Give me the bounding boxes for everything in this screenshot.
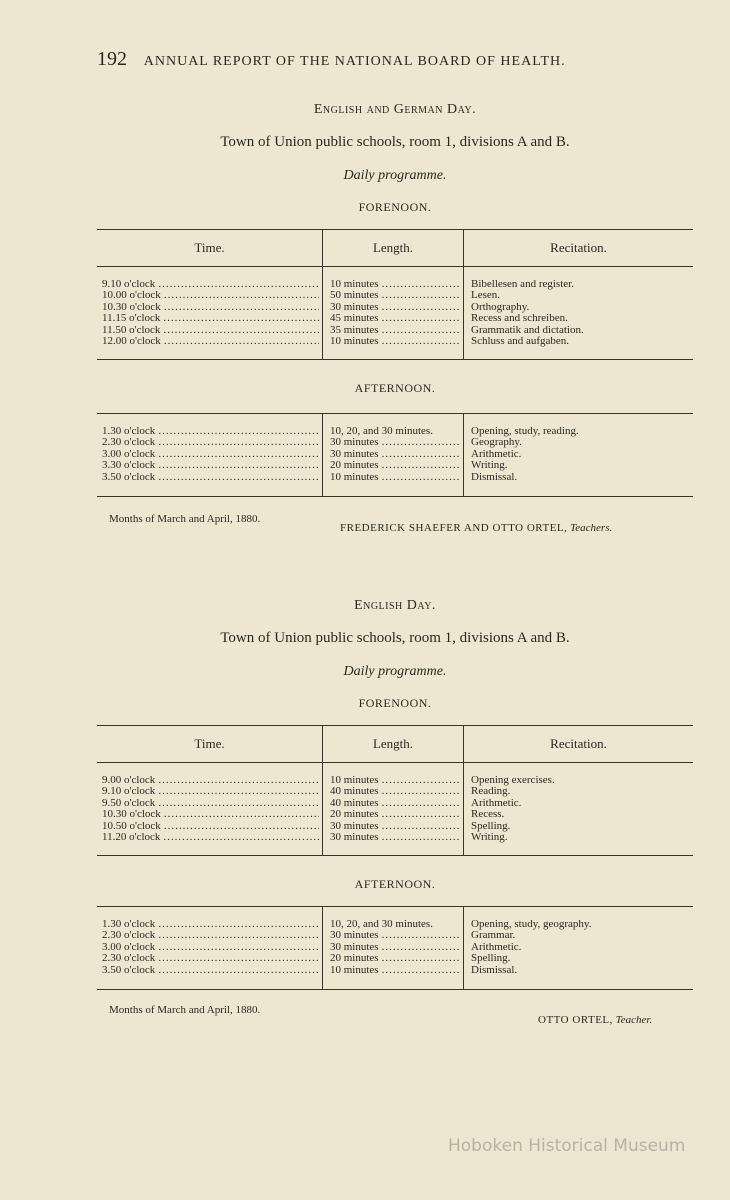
- table-cell: 10 minutes .....: [330, 279, 463, 290]
- table-cell: Spelling.: [471, 953, 511, 965]
- table-cell: Dismissal.: [471, 964, 518, 976]
- table-cell: Dismissal.: [471, 471, 518, 483]
- section2-afternoon-label: AFTERNOON.: [354, 877, 436, 891]
- time-column: [97, 763, 323, 855]
- table-cell: 30 minutes .....: [330, 942, 463, 953]
- table-row: 9.10 o'clock .....: [102, 786, 322, 797]
- section2-afternoon-table: [97, 906, 693, 990]
- length-column: [323, 907, 464, 989]
- table-cell: 20 minutes .....: [330, 460, 463, 471]
- section1-title: English and German Day.: [313, 102, 477, 117]
- table-row: 11.20 o'clock .....: [102, 832, 322, 843]
- table-row: 3.50 o'clock .....: [102, 472, 322, 483]
- teacher-names: FREDERICK SHAEFER AND OTTO ORTEL,: [340, 522, 568, 534]
- table-cell: Reading.: [471, 786, 511, 798]
- column-header-recitation: Recitation.: [550, 240, 607, 255]
- table-cell: Opening, study, reading.: [471, 426, 579, 437]
- column-header-length: Length.: [323, 230, 464, 266]
- table-row: 11.15 o'clock .....: [102, 313, 322, 324]
- table-cell: 35 minutes .....: [330, 325, 463, 336]
- table-row: 3.00 o'clock .....: [102, 942, 322, 953]
- table-cell: 30 minutes .....: [330, 821, 463, 832]
- section1-afternoon-label: AFTERNOON.: [354, 381, 436, 395]
- museum-watermark: Hoboken Historical Museum: [448, 1136, 686, 1156]
- table-cell: 30 minutes .....: [330, 302, 463, 313]
- table-row: 3.00 o'clock .....: [102, 449, 322, 460]
- table-cell: Geography.: [471, 437, 522, 449]
- table-cell: 20 minutes .....: [330, 809, 463, 820]
- table-cell: 10 minutes .....: [330, 336, 463, 347]
- table-row: 10.00 o'clock .....: [102, 290, 322, 301]
- table-cell: Orthography.: [471, 301, 530, 313]
- table-row: 11.50 o'clock .....: [102, 325, 322, 336]
- teacher-role: Teachers.: [570, 522, 613, 534]
- table-cell: 10 minutes .....: [330, 472, 463, 483]
- table-cell: Opening exercises.: [471, 775, 555, 786]
- column-header-time: Time.: [97, 726, 323, 762]
- section2-forenoon-table: [97, 725, 693, 856]
- table-cell: Arithmetic.: [471, 797, 522, 809]
- time-column: [97, 414, 323, 496]
- table-cell: Recess.: [471, 809, 505, 821]
- table-cell: Arithmetic.: [471, 941, 522, 953]
- table-cell: 40 minutes .....: [330, 786, 463, 797]
- table-cell: 30 minutes .....: [330, 930, 463, 941]
- recitation-column: [464, 414, 693, 496]
- table-cell: Writing.: [471, 832, 508, 844]
- running-title: ANNUAL REPORT OF THE NATIONAL BOARD OF HEALTH.: [143, 54, 566, 69]
- section1-forenoon-table: [97, 229, 693, 360]
- table-row: 10.30 o'clock .....: [102, 809, 322, 820]
- time-column: [97, 907, 323, 989]
- table-row: 3.50 o'clock .....: [102, 965, 322, 976]
- table-cell: Writing.: [471, 460, 508, 472]
- table-row: 9.00 o'clock .....: [102, 775, 322, 786]
- section1-months-note: Months of March and April, 1880.: [109, 513, 261, 525]
- table-row: 12.00 o'clock .....: [102, 336, 322, 347]
- table-cell: 30 minutes .....: [330, 437, 463, 448]
- column-header-length: Length.: [323, 726, 464, 762]
- length-column: [323, 763, 464, 855]
- page-number: 192: [97, 48, 127, 70]
- section2-months-note: Months of March and April, 1880.: [109, 1004, 261, 1016]
- table-header: [97, 726, 693, 763]
- table-cell: 20 minutes .....: [330, 953, 463, 964]
- table-body: [97, 267, 693, 359]
- table-cell: 10, 20, and 30 minutes.: [330, 919, 433, 930]
- recitation-column: [464, 267, 693, 359]
- table-cell: Opening, study, geography.: [471, 919, 592, 930]
- table-row: 1.30 o'clock .....: [102, 919, 322, 930]
- length-column: [323, 267, 464, 359]
- table-cell: 10 minutes .....: [330, 965, 463, 976]
- table-row: 2.30 o'clock .....: [102, 437, 322, 448]
- column-header-time: Time.: [97, 230, 323, 266]
- recitation-column: [464, 907, 693, 989]
- table-cell: Arithmetic.: [471, 448, 522, 460]
- running-head: [97, 48, 657, 71]
- section2-title: English Day.: [354, 598, 436, 613]
- table-row: 10.50 o'clock .....: [102, 821, 322, 832]
- section2-subtitle: Town of Union public schools, room 1, divisions A and B.: [220, 630, 570, 646]
- section2-teacher: [538, 1014, 652, 1026]
- table-cell: 50 minutes .....: [330, 290, 463, 301]
- table-cell: Recess and schreiben.: [471, 313, 568, 325]
- section1-subtitle: Town of Union public schools, room 1, divisions A and B.: [220, 134, 570, 150]
- time-column: [97, 267, 323, 359]
- table-cell: Lesen.: [471, 290, 501, 302]
- length-column: [323, 414, 464, 496]
- recitation-column: [464, 763, 693, 855]
- section2-forenoon-label: FORENOON.: [358, 696, 432, 710]
- table-body: [97, 763, 693, 855]
- section1-programme: Daily programme.: [343, 168, 447, 183]
- table-cell: Schluss and aufgaben.: [471, 336, 570, 348]
- table-row: 9.10 o'clock .....: [102, 279, 322, 290]
- table-cell: Grammar.: [471, 930, 516, 942]
- column-header-recitation: Recitation.: [550, 736, 607, 751]
- table-cell: Spelling.: [471, 820, 511, 832]
- table-cell: Bibellesen and register.: [471, 279, 574, 290]
- teacher-role: Teacher.: [615, 1014, 653, 1026]
- table-cell: 45 minutes .....: [330, 313, 463, 324]
- table-header: [97, 230, 693, 267]
- table-cell: 30 minutes .....: [330, 832, 463, 843]
- section1-afternoon-table: [97, 413, 693, 497]
- table-row: 10.30 o'clock .....: [102, 302, 322, 313]
- table-body: [97, 414, 693, 496]
- table-cell: Grammatik and dictation.: [471, 324, 584, 336]
- table-row: 9.50 o'clock .....: [102, 798, 322, 809]
- section1-forenoon-label: FORENOON.: [358, 200, 432, 214]
- table-cell: 40 minutes .....: [330, 798, 463, 809]
- teacher-names: OTTO ORTEL,: [538, 1014, 613, 1026]
- table-cell: 30 minutes .....: [330, 449, 463, 460]
- table-row: 2.30 o'clock .....: [102, 930, 322, 941]
- table-row: 3.30 o'clock .....: [102, 460, 322, 471]
- table-cell: 10 minutes .....: [330, 775, 463, 786]
- table-body: [97, 907, 693, 989]
- section2-programme: Daily programme.: [343, 664, 447, 679]
- table-cell: 10, 20, and 30 minutes.: [330, 426, 433, 437]
- table-row: 1.30 o'clock .....: [102, 426, 322, 437]
- table-row: 2.30 o'clock .....: [102, 953, 322, 964]
- section1-teachers: [340, 522, 612, 534]
